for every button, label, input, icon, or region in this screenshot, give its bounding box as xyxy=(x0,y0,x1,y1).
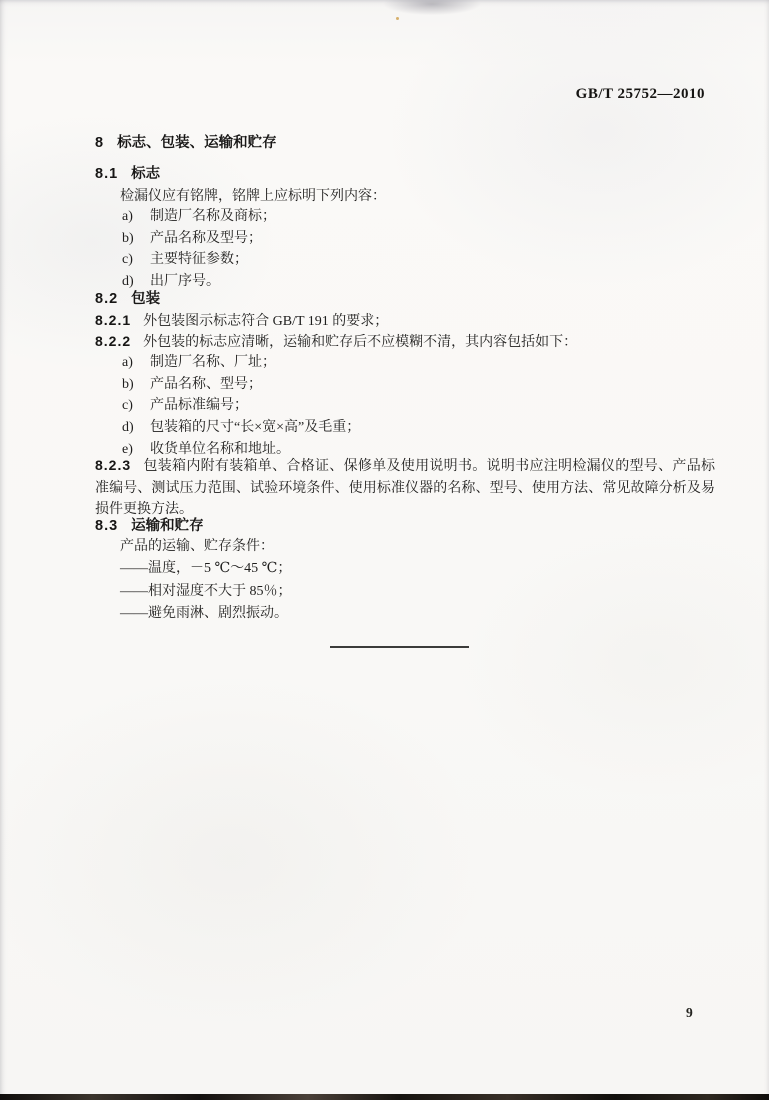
clause-8-1-heading xyxy=(95,164,715,186)
list-item-label: c) xyxy=(122,398,133,414)
list-item xyxy=(122,417,715,439)
dash-item: ——相对湿度不大于 85％； xyxy=(120,583,292,599)
list-item-text: 制造厂名称、厂址； xyxy=(150,355,276,370)
list-item xyxy=(122,352,715,374)
page-number: 9 xyxy=(686,1005,693,1020)
list-item-text: 产品名称、型号； xyxy=(150,376,262,392)
clause-8-2-3-number: 8.2.3 xyxy=(95,457,132,473)
standard-code-header: GB/T 25752—2010 xyxy=(575,86,705,102)
list-item-label: e) xyxy=(122,441,133,457)
scan-speck xyxy=(396,17,399,20)
clause-8-1-intro-text: 检漏仪应有铭牌，铭牌上应标明下列内容： xyxy=(120,189,386,204)
list-item-text: 包装箱的尺寸“长×宽×高”及毛重； xyxy=(150,420,361,436)
list-item xyxy=(122,374,715,396)
clause-8-1-title: 标志 xyxy=(131,166,161,182)
clause-8-2-2 xyxy=(95,331,715,354)
clause-8-1-intro xyxy=(95,186,715,208)
list-item-label: a) xyxy=(122,209,133,224)
list-item-label: b) xyxy=(122,376,134,392)
clause-8-2-1-text: 外包装图示标志符合 GB/T 191 的要求； xyxy=(143,314,389,329)
clause-8-1-list xyxy=(95,206,715,293)
clause-8-number: 8 xyxy=(95,135,105,151)
clause-8-3-intro xyxy=(95,536,715,558)
clause-8-3-heading xyxy=(95,516,715,538)
list-item xyxy=(122,249,715,271)
clause-8-2-heading xyxy=(95,289,715,311)
dash-item: ——避免雨淋、剧烈振动。 xyxy=(120,606,288,622)
list-item-label: a) xyxy=(122,355,133,370)
list-item xyxy=(122,206,715,228)
list-item-text: 收货单位名称和地址。 xyxy=(150,441,290,457)
clause-8-3-title: 运输和贮存 xyxy=(131,518,204,534)
end-of-text-divider xyxy=(330,646,469,648)
clause-8-2-2-text: 外包装的标志应清晰，运输和贮存后不应模糊不清，其内容包括如下： xyxy=(143,335,578,350)
clause-8-2-2-number: 8.2.2 xyxy=(95,333,132,349)
clause-8-3-number: 8.3 xyxy=(95,518,119,534)
list-item-text: 主要特征参数； xyxy=(150,252,248,268)
clause-8-2-3 xyxy=(95,455,715,521)
clause-8-3-intro-text: 产品的运输、贮存条件： xyxy=(120,539,274,554)
list-item-text: 产品名称及型号； xyxy=(150,230,262,246)
list-item-text: 制造厂名称及商标； xyxy=(150,209,276,224)
clause-8-2-number: 8.2 xyxy=(95,291,119,307)
list-item xyxy=(122,228,715,250)
dash-item: ——温度，－5 ℃～45 ℃； xyxy=(120,561,292,576)
list-item-text: 出厂序号。 xyxy=(150,274,220,290)
clause-8-2-1 xyxy=(95,310,715,333)
scan-edge-shadow xyxy=(0,1094,769,1100)
list-item xyxy=(122,395,715,417)
list-item-label: d) xyxy=(122,420,134,436)
list-item-text: 产品标准编号； xyxy=(150,398,248,414)
clause-8-2-2-list xyxy=(95,352,715,460)
clause-8-heading xyxy=(95,133,715,155)
list-item-label: b) xyxy=(122,230,134,246)
clause-8-1-number: 8.1 xyxy=(95,166,119,182)
clause-8-2-title: 包装 xyxy=(131,291,161,307)
list-item-label: c) xyxy=(122,252,133,268)
clause-8-2-1-number: 8.2.1 xyxy=(95,312,132,328)
list-item-label: d) xyxy=(122,274,134,290)
clause-8-2-3-text: 包装箱内附有装箱单、合格证、保修单及使用说明书。说明书应注明检漏仪的型号、产品标准编号、测试压力范围、试验环境条件、使用标准仪器的名称、型号、使用方法、常见故障分析及易损件更换方法。 xyxy=(95,459,715,517)
clause-8-3-list xyxy=(120,558,740,626)
clause-8-title: 标志、包装、运输和贮存 xyxy=(117,135,277,151)
